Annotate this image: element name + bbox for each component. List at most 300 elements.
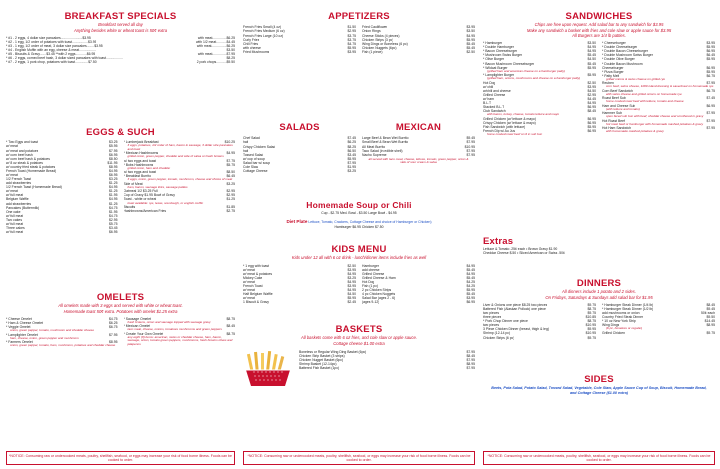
eggs-title: EGGS & SUCH — [86, 127, 155, 138]
menu-item-name: * Veggie Omelet — [6, 325, 31, 330]
menu-item-price: $6.95 — [587, 128, 596, 133]
menu-item-price: $8.75 — [226, 331, 235, 336]
menu-item-price: $6.95 — [587, 105, 596, 110]
menu-item-price: $9.75 — [587, 335, 596, 340]
menu-item-price: $8.75 — [226, 316, 235, 321]
menu-item-name: add strawberries — [6, 181, 32, 186]
menu-item-description: onion, green pepper, tomato, mushroom and cheddar cheese — [10, 328, 94, 333]
menu-item-price: $6.95 — [706, 65, 715, 70]
menu-item-name: 2 pc Chicken Strips — [362, 288, 392, 293]
menu-item-name: * #7 - 2 eggs, 1 pork chop, potatoes with toast..............$7.50 — [6, 60, 97, 65]
menu-item-name: add cheese — [362, 267, 380, 272]
menu-item-name: * Mushroom Swiss Burger — [483, 53, 523, 58]
menu-item-name: * Bobs Hashbrowns — [123, 162, 154, 167]
menu-column-middle — [243, 4, 475, 465]
menu-item-description: with bacon, turkey, cheese, tomato lettuce and mayo — [487, 112, 559, 117]
menu-item-name: w/ country fried steak & potatoes — [6, 164, 56, 169]
menu-item-price: $4.95 — [109, 185, 118, 190]
menu-item-price: $7.95 — [706, 111, 715, 116]
menu-item-price: $5.95 — [706, 57, 715, 62]
menu-item-description: home cooked roast beef with lettuce, tomato and cheese — [606, 99, 684, 104]
menu-item-name: * Olive Burger — [483, 57, 505, 62]
menu-item-name: Wing Dings — [602, 323, 620, 328]
menu-item-price: $3.95 — [706, 41, 715, 46]
menu-item-price: $4.25 — [466, 284, 475, 289]
menu-item-name: w/ two eggs and toast — [123, 170, 157, 175]
menu-item-name: Battered Fish (Alaskan Pollock) one piece — [483, 306, 546, 311]
menu-item-name: half — [243, 140, 249, 145]
menu-item-name: Grilled Cheese — [483, 92, 506, 97]
menu-item-name: Fish (1 pc) — [362, 284, 379, 289]
menu-item-name: w/ full meat — [6, 193, 24, 198]
menu-item-price: $8.95 — [109, 339, 118, 344]
menu-item-description: with homemade mashed potatoes & gravy — [606, 129, 664, 134]
menu-item-name: * Lumberjack Breakfast — [123, 140, 159, 145]
menu-item-name: Salad Bar (ages 2 - 6) — [362, 296, 396, 301]
menu-item-price: $8.45 — [466, 353, 475, 358]
breakfast-subtitle-1: Breakfast served all day — [98, 22, 143, 28]
menu-column-left — [6, 4, 235, 465]
menu-item-description: taco meat, cheese, onions, tomatoes mushrooms and green peppers — [127, 327, 222, 332]
menu-item-name: Biscuits — [123, 204, 136, 209]
menu-item — [6, 230, 118, 234]
menu-item-name: Chili Fries — [243, 41, 259, 46]
menu-item-price: $10.25 — [224, 140, 235, 145]
menu-item-price: $7.95 — [466, 366, 475, 371]
menu-item-price: $3.25 — [226, 181, 235, 186]
menu-item — [602, 331, 715, 335]
mexican-title: MEXICAN — [395, 122, 442, 133]
menu-item-name: * Ham & Cheese Omelet — [6, 320, 44, 325]
dinners-subtitle-1: All dinners include 1 potato and 2 sides. — [561, 289, 637, 295]
menu-item-name: Grilled Cheese & Ham — [362, 275, 396, 280]
menu-item-price: $3.50 — [226, 48, 235, 53]
menu-item-name: * Lamplighter Burger — [483, 73, 515, 78]
menu-item-price: $4.95 — [587, 100, 596, 105]
menu-item-price: $7.45 — [347, 136, 356, 141]
menu-item-name: * Hamburger Steak Dinner (1/4 lb) — [602, 302, 654, 307]
menu-item-price: $4.95 — [347, 271, 356, 276]
menu-item-description: onion, green pepper, tomato, ham, mushroom, potatoes and cheddar cheese — [10, 343, 116, 348]
menu-item-price: $5.45 — [587, 53, 596, 58]
menu-item-price: $1.50 — [347, 25, 356, 30]
menu-item — [362, 50, 475, 54]
menu-item-description: (grilled ham and american cheese on a hamburger patty) — [487, 68, 565, 73]
menu-item-price: 2 pork chops...........$9.50 — [196, 60, 235, 65]
menu-item-price: $7.45 — [706, 96, 715, 101]
menu-item-name: French Fries Large (10 oz) — [243, 33, 284, 38]
menu-item-name: w/ 8 oz steak & potatoes — [6, 160, 43, 165]
menu-item-price: $2.50 — [347, 263, 356, 268]
extras-line-2: Cheddar Cheese $.50 • Sliced American or Swiss .50¢ — [483, 251, 565, 256]
menu-item-name: three pieces — [483, 315, 502, 320]
menu-item-name: * Double Bacon Mushroom — [602, 61, 643, 66]
menu-item-name: Onion Rings — [362, 29, 381, 34]
menu-item-name: Hamburger — [362, 263, 379, 268]
menu-item-price: $3.50 — [466, 29, 475, 34]
menu-item-price: $3.75 — [347, 37, 356, 42]
menu-item-description: home cooked roast beef on 6 in sub bun — [487, 131, 543, 136]
diet-plate-prices: Hamburger $6.95 Chicken $7.50 — [334, 224, 384, 229]
menu-item-name: w/ meat — [243, 296, 255, 301]
menu-item-name: w/ meat — [243, 279, 255, 284]
menu-item-price: $7.95 — [347, 160, 356, 165]
menu-item-name: Battered Fish Basket (1pc) — [299, 366, 340, 371]
menu-item-price: $3.95 — [347, 49, 356, 54]
menu-item-name: Crispy Chicken Salad — [243, 144, 276, 149]
menu-item-price: $1.25 — [109, 189, 118, 194]
menu-item-name: Shrimp (12-14 pc) — [483, 331, 511, 336]
menu-item-name: Grilled Cheese — [362, 271, 385, 276]
menu-item-price: $6.25 — [347, 140, 356, 145]
omelets-subtitle-1: All omelets made with 3 eggs and served with white or wheat toast. — [58, 303, 183, 309]
appetizers-list-left — [243, 25, 356, 54]
omelets-title: OMELETS — [96, 292, 145, 303]
menu-item-price: $3.95 — [466, 25, 475, 30]
menu-item-name: * Double Cheeseburger — [602, 45, 638, 50]
baskets-title: BASKETS — [335, 324, 383, 335]
menu-item-name: Chicken Strips (6 pc) — [483, 335, 515, 340]
menu-item-price: $4.95 — [226, 151, 235, 156]
menu-item-name: Large Beef & Bean Wet Burrito — [362, 136, 409, 141]
menu-item-name: w/ meat — [6, 144, 18, 149]
menu-item-price: $7.95 — [109, 148, 118, 153]
menu-item-price: $1.25 — [109, 181, 118, 186]
omelets-list-right — [124, 317, 236, 348]
menu-item-price: $7.95 — [466, 349, 475, 354]
soup-prices: Cup - $2.75 Med. Bowl - $3.50 Large Bowl - $4.95 — [321, 211, 397, 216]
menu-item-price: $7.95 — [466, 358, 475, 363]
menu-item-description: grilled onion, green pepper, cheddar and side of salsa on hash browns — [127, 154, 224, 159]
menu-item-name: w/ meat — [6, 173, 18, 178]
menu-item-name: w/ full meat — [6, 221, 24, 226]
menu-item-name: half — [243, 148, 249, 153]
menu-item-price: $7.95 — [706, 81, 715, 86]
menu-item-description: 3 eggs, onion, green pepper, tomato, mushroom, cheese and choice of meat — [127, 177, 233, 182]
menu-item-price: $2.95 — [109, 217, 118, 222]
menu-item-price: $4.75 — [347, 41, 356, 46]
menu-item-price: $9.95 — [587, 327, 596, 332]
menu-item-price: $4.95 — [466, 33, 475, 38]
menu-item-price: $8.50 — [226, 170, 235, 175]
kids-menu-subtitle: Kids under 12 all with 6 oz drink - lunch/dinner items include fries as well — [291, 255, 427, 261]
menu-item-price: $2.95 — [226, 193, 235, 198]
menu-item-description: ham, bacon, sausage links, sausage patties — [127, 184, 188, 189]
breakfast-list — [6, 36, 235, 65]
menu-item-price: $4.95 — [587, 49, 596, 54]
appetizers-list-right — [362, 25, 475, 54]
menu-item-price: $9.75 — [587, 302, 596, 307]
menu-item-price: $6.45 — [226, 174, 235, 179]
menu-item-name: Pancakes (Buttermilk) — [6, 205, 40, 210]
menu-item-name: * Double Bacon Cheeseburger — [602, 49, 648, 54]
menu-item-name: 1/2 French Toast (Homemade Bread) — [6, 185, 62, 190]
menu-item-price: $1.25 — [226, 197, 235, 202]
menu-item-name: Club Sandwich — [483, 109, 506, 114]
menu-item-name: w/ corn beef hash & potatoes — [6, 156, 50, 161]
sandwiches-subtitle-2: Make any sandwich a basket with fries and cole slaw or apple sauce for $3.95 — [526, 27, 672, 33]
menu-item-name: Wing Dings or Boneless (6 pc) — [362, 41, 408, 46]
baskets-list — [299, 350, 475, 388]
menu-item-price: $5.95 — [347, 296, 356, 301]
menu-item-name: Hashbrowns/American Fries — [123, 208, 167, 213]
menu-item-price: $5.95 — [706, 45, 715, 50]
menu-item-name: * Mexican Hashbrowns — [123, 151, 159, 156]
menu-item-name: Liver & Onions one piece $8.25 two pieces — [483, 302, 548, 307]
menu-item-price: $7.75 — [226, 158, 235, 163]
menu-item-description: 3 eggs, potatoes, 1/2 order of ham, bacon & sausage, 3 dollar size pancakes and toast — [127, 143, 233, 151]
eggs-list-left — [6, 140, 118, 234]
menu-item-name: B.L.T — [483, 100, 492, 105]
menu-item-price: $8.75 — [587, 306, 596, 311]
menu-item-name: w/ cup of soup — [243, 156, 265, 161]
menu-item-price: $8.45 — [587, 109, 596, 114]
menu-item-name: * Double Mushroom Swiss Burger — [602, 53, 653, 58]
menu-item-description: (with lettuce and tomato) — [606, 106, 640, 111]
menu-item-description: any eight (8) items: american, swiss or cheddar cheese, ham, bacon, sausage, onion, tomato green peppers, mushrooms, hash browns olives and jalapenos — [127, 334, 233, 346]
menu-item-name: Fried Cauliflower — [362, 25, 388, 30]
menu-item-name: Crispy Chicken (w/ lettuce & mayo) — [483, 120, 536, 125]
menu-item-name: w/ meat — [6, 189, 18, 194]
menu-item-price: $2.95 — [347, 29, 356, 34]
menu-item-price: $2.50 — [587, 80, 596, 85]
menu-item-name: two pieces — [483, 311, 500, 316]
dinners-subtitle-2: On Fridays, Saturdays & Sundays add salad bar for $1.95 — [545, 294, 653, 300]
menu-item-price: $5.95 — [466, 37, 475, 42]
menu-item-description: toast available: rye, texas, sourdough, or english muffin — [127, 200, 204, 205]
menu-item-name: French Fries Medium (6 oz) — [243, 29, 285, 34]
menu-item-price: $9.75 — [587, 311, 596, 316]
menu-item-price: $9.45 — [466, 136, 475, 141]
menu-item — [243, 300, 356, 304]
menu-item-price: $4.95 — [109, 168, 118, 173]
eggs-list-right — [124, 140, 236, 234]
menu-item-price: $4.25 — [466, 279, 475, 284]
menu-item-name: French Fries Small (4 oz) — [243, 25, 282, 30]
menu-item-price: $4.95 — [109, 197, 118, 202]
menu-item — [483, 336, 596, 340]
kids-menu-title: KIDS MENU — [331, 244, 387, 255]
menu-item-price: $14.45 — [704, 319, 715, 324]
menu-item-name: * 10 oz New York Strip — [602, 319, 636, 324]
food-safety-notice: *NOTICE: Consuming raw or undercooked meats, poultry, shellfish, seafood, or eggs may increase your risk of food borne illness. Foods can be cooked to order. — [483, 451, 715, 465]
menu-item-name: All Meat Burrito — [362, 144, 386, 149]
sandwiches-subtitle-3: All Burgers are 1/4 lb patties. — [572, 32, 626, 38]
menu-item-name: Chef Salad — [243, 136, 260, 141]
menu-item-name: Hot Roast Beef — [602, 118, 625, 123]
sides-title: SIDES — [584, 374, 614, 385]
menu-item-name: Fish (1 piece) — [362, 49, 383, 54]
menu-item-price: $5.95 — [347, 156, 356, 161]
menu-item-name: Chicken Nugget Basket (6pc) — [299, 358, 344, 363]
menu-item-name: Roast Beef Sub — [602, 96, 626, 101]
menu-item-name: Chicken Strip Basket (3 strips) — [299, 353, 345, 358]
menu-item-name: * Bacon Mushroom Cheeseburger — [483, 61, 535, 66]
menu-item-price: $4.75 — [109, 213, 118, 218]
dinners-list-right — [602, 303, 715, 340]
menu-item — [243, 50, 356, 54]
menu-item-price: $5.95 — [587, 65, 596, 70]
menu-item-price: $4.50 — [587, 88, 596, 93]
menu-item-price: $9.45 — [706, 306, 715, 311]
menu-item-price: $9.50 — [706, 315, 715, 320]
menu-item-name: add mushrooms or onion — [602, 311, 640, 316]
menu-item-price: $6.95 — [109, 152, 118, 157]
menu-item-name: One cake — [6, 209, 21, 214]
menu-item-name: Cheese Sticks (4 pieces) — [362, 33, 400, 38]
menu-item-name: * Pizza Burger — [602, 69, 624, 74]
menu-item-name: Hot Dog — [483, 80, 496, 85]
menu-item-price: $8.50 — [109, 156, 118, 161]
menu-item-name: two pieces — [483, 323, 500, 328]
menu-item-price: $5.45 — [466, 292, 475, 297]
soup-title: Homemade Soup or Chili — [306, 200, 412, 210]
kids-list-left — [243, 264, 356, 305]
menu-item-name: French Toast (Homemade Bread) — [6, 168, 57, 173]
menu-item-name: Grilled Chicken (w/ lettuce & mayo) — [483, 116, 536, 121]
menu-item-name: Two cakes — [6, 217, 23, 222]
menu-item-name: Hammer Sub — [602, 111, 622, 116]
menu-item-description: with swiss cheese and grilled onions on homemade rye — [606, 91, 682, 96]
menu-item-name: * #3 - 1 egg, 1/2 order of meat, 3 dollar size pancakes........$3.95 — [6, 44, 103, 49]
omelets-subtitle-2: Homemade toast 50¢ extra. Potatoes with omelet $1.25 extra — [63, 308, 178, 314]
menu-item-price: $6.95 — [109, 173, 118, 178]
menu-item-name: Cole Slaw — [243, 164, 259, 169]
menu-item-name: * Hamburger — [483, 41, 503, 46]
menu-item-price: with 1/2 meat...........$4.45 — [195, 39, 235, 44]
menu-item-price: $1.25 — [109, 201, 118, 206]
breakfast-subtitle-2: Anything besides white or wheat toast is 50¢ extra — [73, 27, 168, 33]
menu-item — [362, 300, 475, 304]
menu-item-name: Fried Mushrooms — [243, 49, 270, 54]
menu-item-name: w/ full meat — [6, 213, 24, 218]
menu-item-name: w/ meat — [243, 267, 255, 272]
menu-item-price: $4.50 — [587, 57, 596, 62]
menu-item-price: $3.45 — [347, 152, 356, 157]
menu-item-price: $3.45 — [109, 226, 118, 231]
menu-item-price: $5.95 — [109, 144, 118, 149]
dinners-list-left — [483, 303, 596, 340]
menu-item-price: $9.75 — [706, 330, 715, 335]
menu-item-description: grilled onions & swiss cheese on grilled rye — [606, 76, 665, 81]
menu-item-price: $6.95 — [587, 116, 596, 121]
menu-item-price: $7.95 — [466, 152, 475, 157]
menu-item-name: w/ chili — [483, 84, 494, 89]
menu-item-name: w/ full meat — [6, 230, 24, 235]
menu-item-name: * Create Your Own Omelet — [123, 331, 164, 336]
menu-item-name: Grilled Chicken — [602, 330, 625, 335]
menu-item-price: $5.75 — [226, 162, 235, 167]
menu-item-price: $6.75 — [706, 88, 715, 93]
menu-item-name: * Farmers Omelet — [6, 339, 33, 344]
menu-item-price: $3.25 — [109, 140, 118, 145]
menu-item-price: $4.95 — [466, 271, 475, 276]
menu-item-name: * #5 - Biscuits & Gravy.......$3.45 **with 2 eggs............$6.95 — [6, 52, 96, 57]
menu-item-name: Fish Sandwich (with lettuce) — [483, 124, 526, 129]
menu-item-name: w/ corn beef hash — [6, 152, 33, 157]
menu-item-price: 50¢ each — [701, 311, 715, 316]
menu-item-name: w/ meat and potatoes — [6, 148, 39, 153]
menu-item-price: with meat...............$7.95 — [197, 52, 235, 57]
menu-item-price: $5.45 — [466, 45, 475, 50]
menu-item-name: add strawberries — [6, 201, 32, 206]
menu-item-price: $1.95 — [109, 193, 118, 198]
menu-item-price: $4.95 — [466, 263, 475, 268]
menu-item-price: $7.95 — [706, 126, 715, 131]
menu-item-price: $4.75 — [109, 205, 118, 210]
menu-item-price: $5.95 — [587, 124, 596, 129]
menu-item-name: Salad bar w/ soup — [243, 160, 271, 165]
menu-item-price: $4.75 — [109, 316, 118, 321]
menu-item-name: * #1 - 2 eggs, 4 dollar size pancakes.......................$3.95 — [6, 35, 91, 40]
menu-item-price: $5.45 — [466, 275, 475, 280]
menu-item-price: $5.45 — [466, 41, 475, 46]
extras-line-1: Lettuce & Tomato .25¢ each • Brown Gravy $1.90 — [483, 247, 558, 252]
sides-text: Beets, Pota Salad, Potato Salad, Tossed Salad, Vegetable, Cole Slaw, Apple Sauce Cup of Soup, Biscuit, Homemade Bread, and Cottage Cheese ($1.00 extra) — [491, 386, 707, 395]
menu-item-price: $8.45 — [226, 324, 235, 329]
menu-item-price: $8.95 — [466, 362, 475, 367]
menu-item-description: open faced sub bun with beef, cheddar cheese and smothered in gravy — [606, 114, 704, 119]
menu-item-price: $10.95 — [585, 323, 596, 328]
menu-item-price: $2.95 — [587, 92, 596, 97]
menu-item-name: Chicken Nuggets (6pc) — [362, 45, 397, 50]
diet-plate-label: Diet Plate — [286, 219, 308, 225]
menu-item-name: * Two Eggs and toast — [6, 140, 38, 145]
menu-item-name: Curly Fries — [243, 37, 260, 42]
menu-item-name: w/ ham — [483, 96, 494, 101]
menu-item-name: Hot Ham Sandwich — [602, 126, 632, 131]
kids-list-right — [362, 264, 475, 305]
menu-item-price: $10.95 — [464, 144, 475, 149]
menu-item-name: w/ meat — [243, 288, 255, 293]
menu-item-description: ham, cheese, onion, green pepper and mushroom — [10, 335, 79, 340]
menu-item-price: $5.95 — [706, 69, 715, 74]
menu-item-name: * Wildcat Burger — [483, 65, 508, 70]
menu-item-name: * Bacon Cheeseburger — [483, 49, 518, 54]
menu-item-name: Half Belgium Waffle — [243, 292, 273, 297]
menu-item-price: $8.45 — [706, 302, 715, 307]
menu-item-price: with meat................$6.25 — [196, 44, 235, 49]
omelets-list-left — [6, 317, 118, 348]
diet-plate-description: Lettuce, Tomato, Crackers, Cottage Cheese and choice of Hamburger or Chicken) — [308, 220, 432, 225]
menu-item-price: $7.95 — [706, 118, 715, 123]
menu-item-name: Taco Salad (in edible shell) — [362, 148, 403, 153]
mexican-note: all served with taco meat, cheese, lettuce, tomato, green pepper, onion & side of sour cream & salsa — [368, 156, 469, 165]
menu-item-price: $4.95 — [347, 279, 356, 284]
menu-item-name: Country Fried Steak Dinner — [602, 315, 644, 320]
menu-item — [6, 60, 235, 64]
menu-item-name: * Mexican Omelet — [123, 324, 151, 329]
menu-item-price: $3.25 — [347, 275, 356, 280]
menu-item-description: (6 pc, boneless or regular) — [606, 326, 643, 331]
fries-basket-image — [243, 350, 293, 388]
menu-item-price: $10.95 — [585, 331, 596, 336]
menu-item-name: with cheese — [243, 45, 261, 50]
menu-item-name: Boneless or Regular Wing Ding Basket (6pc) — [299, 349, 367, 354]
menu-item-price: $6.45 — [706, 53, 715, 58]
menu-item-price: $2.50 — [466, 49, 475, 54]
menu-item-name: Belgium Waffle — [6, 197, 29, 202]
food-safety-notice: *NOTICE: Consuming raw or undercooked meats, poultry, shellfish, seafood, or eggs may increase your risk of food borne illness. Foods can be cooked to order. — [243, 451, 475, 465]
menu-item-price: $6.95 — [587, 120, 596, 125]
menu-item-price: $3.95 — [587, 84, 596, 89]
menu-item-name: * 1 egg with toast — [243, 263, 270, 268]
menu-item-price: $6.95 — [109, 230, 118, 235]
menu-item-price: $3.95 — [466, 296, 475, 301]
menu-item-price: with meat...............$6.25 — [197, 35, 235, 40]
menu-item-price: $3.25 — [347, 169, 356, 174]
menu-item-price: $2.45 — [347, 300, 356, 305]
